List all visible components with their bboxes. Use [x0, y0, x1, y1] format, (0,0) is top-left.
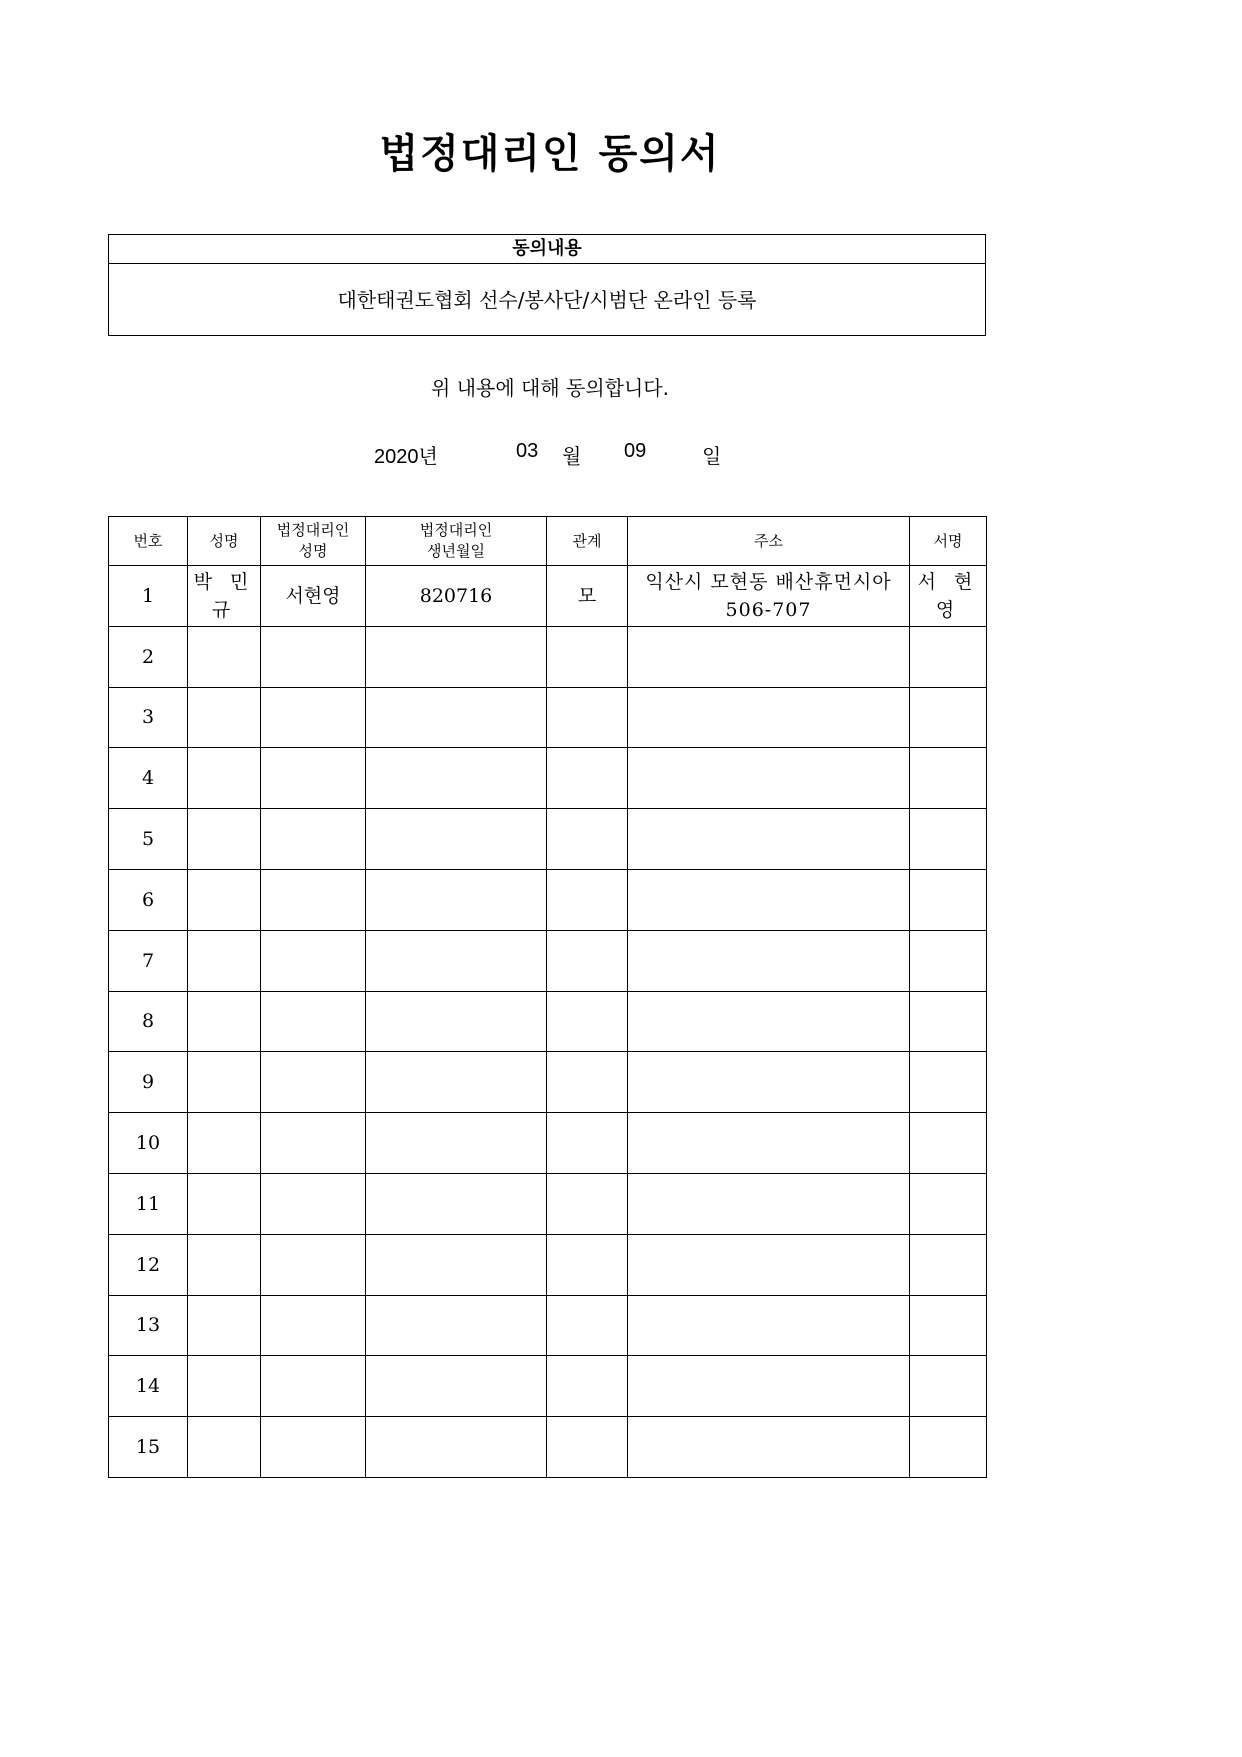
cell-guardian-name: [261, 687, 366, 748]
cell-signature: [910, 626, 987, 687]
table-row: [109, 1113, 987, 1174]
cell-name: 박 민 규: [188, 566, 261, 627]
consent-header: 동의내용: [109, 235, 985, 264]
header-address: 주소: [628, 517, 910, 566]
table-row: [109, 869, 987, 930]
cell-no: 10: [109, 1113, 188, 1174]
date-month: 03: [516, 440, 539, 462]
cell-no: 11: [109, 1173, 188, 1234]
cell-guardian-name: [261, 930, 366, 991]
cell-no: 1: [109, 566, 188, 627]
cell-signature: [910, 1417, 987, 1478]
header-guardian-birth-line1: 법정대리인: [419, 521, 493, 539]
cell-relation: [547, 1173, 628, 1234]
cell-name: [188, 1052, 261, 1113]
table-row: [109, 687, 987, 748]
cell-address: [628, 1234, 910, 1295]
header-guardian-name-line2: 성명: [298, 542, 328, 560]
cell-guardian-birth: [366, 1173, 547, 1234]
cell-no: 13: [109, 1295, 188, 1356]
cell-guardian-name: 서현영: [261, 566, 366, 627]
cell-guardian-birth: [366, 748, 547, 809]
cell-name: [188, 748, 261, 809]
table-row: [109, 930, 987, 991]
cell-guardian-name: [261, 1417, 366, 1478]
cell-name: [188, 809, 261, 870]
cell-signature: [910, 1356, 987, 1417]
header-no: 번호: [109, 517, 188, 566]
table-row: [109, 1295, 987, 1356]
registration-table: [108, 516, 987, 1478]
cell-name: [188, 1173, 261, 1234]
cell-guardian-birth: [366, 1356, 547, 1417]
cell-guardian-name: [261, 809, 366, 870]
cell-guardian-name: [261, 991, 366, 1052]
cell-guardian-birth: [366, 1295, 547, 1356]
cell-guardian-name: [261, 1052, 366, 1113]
cell-name: [188, 1417, 261, 1478]
cell-guardian-birth: [366, 1113, 547, 1174]
cell-signature: [910, 1234, 987, 1295]
cell-guardian-birth: [366, 626, 547, 687]
date-day-unit: 일: [702, 446, 722, 468]
cell-signature: [910, 991, 987, 1052]
cell-signature: [910, 1173, 987, 1234]
cell-relation: [547, 687, 628, 748]
cell-guardian-birth: [366, 991, 547, 1052]
consent-content: 대한태권도협회 선수/봉사단/시범단 온라인 등록: [337, 288, 757, 312]
cell-guardian-birth: [366, 869, 547, 930]
table-row: [109, 1356, 987, 1417]
cell-no: 3: [109, 687, 188, 748]
cell-relation: [547, 1113, 628, 1174]
cell-guardian-name: [261, 626, 366, 687]
cell-relation: [547, 626, 628, 687]
cell-no: 7: [109, 930, 188, 991]
cell-address: [628, 1052, 910, 1113]
cell-relation: [547, 930, 628, 991]
cell-no: 9: [109, 1052, 188, 1113]
cell-name: [188, 1234, 261, 1295]
table-row: [109, 1052, 987, 1113]
cell-guardian-birth: [366, 1052, 547, 1113]
header-name: 성명: [188, 517, 261, 566]
cell-address: [628, 809, 910, 870]
table-row: [109, 566, 987, 627]
cell-guardian-name: [261, 1173, 366, 1234]
cell-relation: [547, 1417, 628, 1478]
agreement-text: 위 내용에 대해 동의합니다.: [431, 376, 669, 400]
cell-signature: [910, 809, 987, 870]
cell-signature: [910, 1052, 987, 1113]
cell-address: [628, 869, 910, 930]
cell-signature: [910, 869, 987, 930]
cell-signature: [910, 1295, 987, 1356]
cell-relation: 모: [547, 566, 628, 627]
cell-guardian-birth: [366, 1234, 547, 1295]
date-month-unit: 월: [562, 446, 582, 468]
cell-signature: [910, 930, 987, 991]
cell-name: [188, 626, 261, 687]
cell-relation: [547, 991, 628, 1052]
table-header-row: [109, 517, 987, 566]
cell-address: [628, 1417, 910, 1478]
cell-name: [188, 1295, 261, 1356]
cell-address: [628, 1113, 910, 1174]
cell-relation: [547, 1052, 628, 1113]
cell-address: [628, 687, 910, 748]
cell-no: 2: [109, 626, 188, 687]
cell-guardian-name: [261, 748, 366, 809]
cell-signature: [910, 748, 987, 809]
cell-guardian-name: [261, 1234, 366, 1295]
consent-box: [108, 234, 986, 336]
cell-signature: 서 현 영: [910, 566, 987, 627]
cell-signature: [910, 1113, 987, 1174]
cell-guardian-name: [261, 1113, 366, 1174]
document-title: 법정대리인 동의서: [379, 131, 721, 177]
cell-address: [628, 930, 910, 991]
date-year: 2020년: [374, 446, 438, 468]
date-day: 09: [624, 440, 647, 462]
table-row: [109, 1173, 987, 1234]
header-guardian-birth: [366, 517, 547, 566]
cell-name: [188, 930, 261, 991]
cell-address: [628, 991, 910, 1052]
cell-name: [188, 869, 261, 930]
cell-relation: [547, 809, 628, 870]
header-guardian-name: [261, 517, 366, 566]
header-relation: 관계: [547, 517, 628, 566]
cell-no: 8: [109, 991, 188, 1052]
cell-name: [188, 1113, 261, 1174]
cell-name: [188, 991, 261, 1052]
cell-relation: [547, 748, 628, 809]
cell-no: 6: [109, 869, 188, 930]
cell-address: [628, 1173, 910, 1234]
cell-relation: [547, 869, 628, 930]
cell-address: [628, 1295, 910, 1356]
cell-guardian-birth: [366, 687, 547, 748]
cell-address: [628, 1356, 910, 1417]
cell-no: 15: [109, 1417, 188, 1478]
table-row: [109, 626, 987, 687]
cell-relation: [547, 1356, 628, 1417]
cell-no: 4: [109, 748, 188, 809]
cell-guardian-name: [261, 869, 366, 930]
cell-no: 12: [109, 1234, 188, 1295]
cell-address: [628, 748, 910, 809]
table-row: [109, 991, 987, 1052]
cell-guardian-birth: [366, 809, 547, 870]
table-row: [109, 809, 987, 870]
header-guardian-birth-line2: 생년월일: [427, 542, 485, 560]
cell-guardian-name: [261, 1295, 366, 1356]
header-guardian-name-line1: 법정대리인: [276, 521, 350, 539]
cell-no: 5: [109, 809, 188, 870]
cell-no: 14: [109, 1356, 188, 1417]
table-row: [109, 1234, 987, 1295]
cell-address: [628, 626, 910, 687]
cell-guardian-birth: [366, 930, 547, 991]
cell-relation: [547, 1295, 628, 1356]
table-row: [109, 1417, 987, 1478]
cell-guardian-birth: 820716: [366, 566, 547, 627]
cell-name: [188, 1356, 261, 1417]
cell-signature: [910, 687, 987, 748]
cell-guardian-name: [261, 1356, 366, 1417]
cell-address: 익산시 모현동 배산휴먼시아 506-707: [628, 566, 910, 627]
header-signature: 서명: [910, 517, 987, 566]
table-row: [109, 748, 987, 809]
cell-name: [188, 687, 261, 748]
cell-relation: [547, 1234, 628, 1295]
cell-guardian-birth: [366, 1417, 547, 1478]
